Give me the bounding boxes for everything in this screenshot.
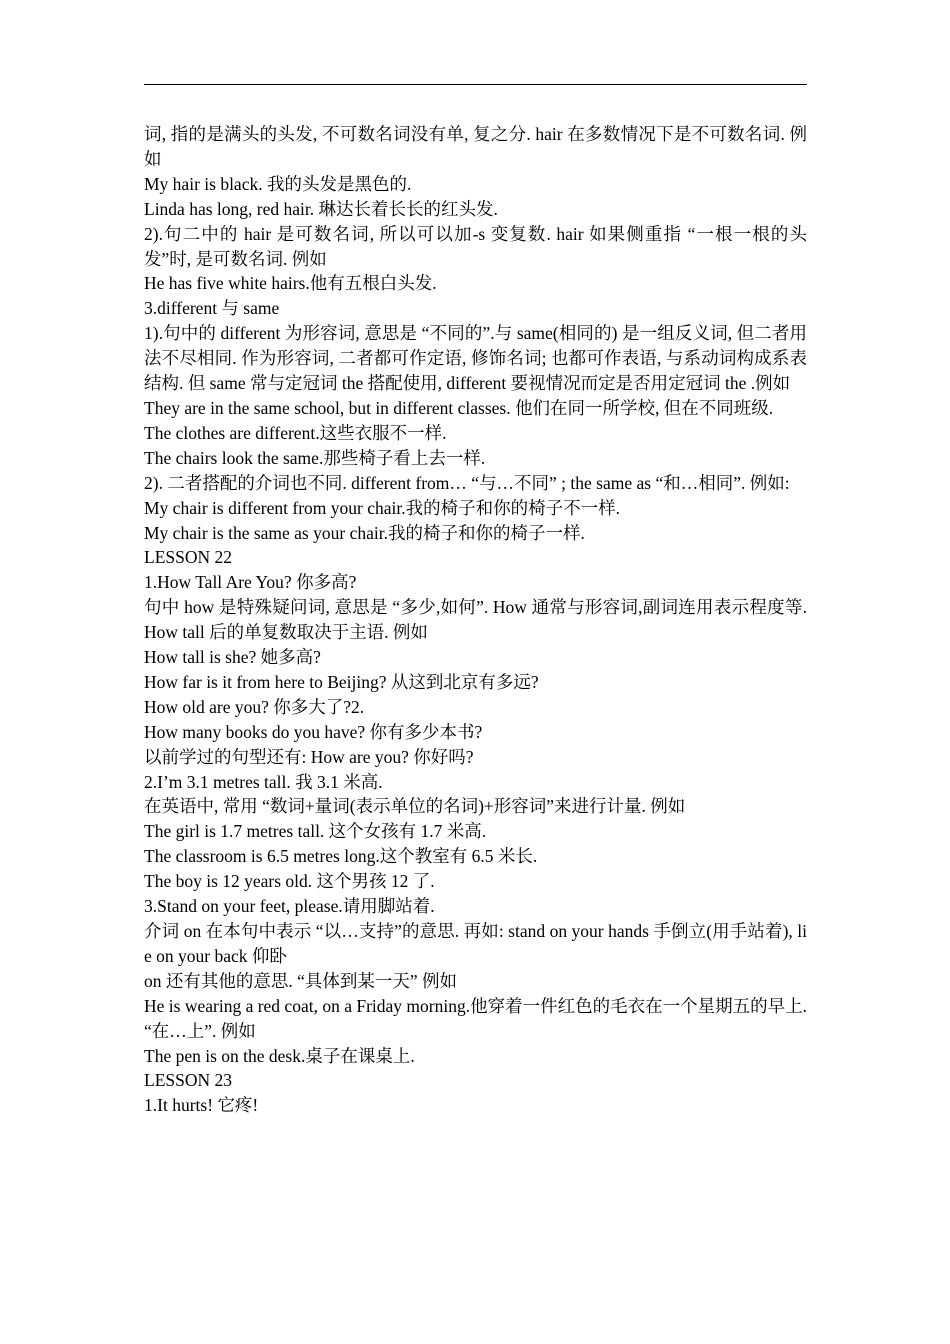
paragraph: 词, 指的是满头的头发, 不可数名词没有单, 复之分. hair 在多数情况下是不可数名词. 例如 — [144, 124, 807, 169]
paragraph: How old are you? 你多大了?2. — [144, 696, 365, 717]
paragraph: 2). 二者搭配的介词也不同. different from… “与…不同” ; the same as “和…相同”. 例如: — [144, 472, 790, 493]
paragraph: My hair is black. 我的头发是黑色的. — [144, 173, 412, 194]
lesson-heading: LESSON 22 — [144, 547, 232, 568]
paragraph: “在…上”. 例如 — [144, 1020, 256, 1041]
document-body — [144, 122, 807, 1118]
paragraph: How tall is she? 她多高? — [144, 647, 321, 668]
section-heading: 1.It hurts! 它疼! — [144, 1095, 259, 1116]
paragraph: How many books do you have? 你有多少本书? — [144, 721, 483, 742]
paragraph: The pen is on the desk.桌子在课桌上. — [144, 1045, 415, 1066]
paragraph: The clothes are different.这些衣服不一样. — [144, 422, 447, 443]
paragraph: How far is it from here to Beijing? 从这到北京有多远? — [144, 671, 539, 692]
section-heading: 2.I’m 3.1 metres tall. 我 3.1 米高. — [144, 771, 383, 792]
paragraph: They are in the same school, but in different classes. 他们在同一所学校, 但在不同班级. — [144, 397, 774, 418]
paragraph: 1).句中的 different 为形容词, 意思是 “不同的”.与 same(相同的) 是一组反义词, 但二者用法不尽相同. 作为形容词, 二者都可作定语, 修饰名词; 也都可作表语, 与系动词构成系表结构. 但 same 常与定冠词 the 搭配使用, different 要视情况而定是否用定冠词 the .例如 — [144, 323, 807, 394]
paragraph: 2).句二中的 hair 是可数名词, 所以可以加-s 变复数. hair 如果侧重指 “一根一根的头发”时, 是可数名词. 例如 — [144, 223, 807, 269]
paragraph: The chairs look the same.那些椅子看上去一样. — [144, 447, 486, 468]
paragraph: 以前学过的句型还有: How are you? 你好吗? — [144, 746, 474, 767]
paragraph: 介词 on 在本句中表示 “以…支持”的意思. 再如: stand on your hands 手倒立(用手站着), lie on your back 仰卧 — [144, 921, 807, 966]
paragraph: 句中 how 是特殊疑问词, 意思是 “多少,如何”. How 通常与形容词,副词连用表示程度等.How tall 后的单复数取决于主语. 例如 — [144, 597, 807, 643]
header-rule — [144, 84, 807, 85]
paragraph: My chair is the same as your chair.我的椅子和你的椅子一样. — [144, 522, 585, 543]
paragraph: on 还有其他的意思. “具体到某一天” 例如 — [144, 970, 458, 991]
paragraph: The girl is 1.7 metres tall. 这个女孩有 1.7 米高. — [144, 821, 487, 842]
paragraph: Linda has long, red hair. 琳达长着长长的红头发. — [144, 198, 498, 219]
paragraph: He is wearing a red coat, on a Friday morning.他穿着一件红色的毛衣在一个星期五的早上. — [144, 995, 807, 1016]
paragraph: 在英语中, 常用 “数词+量词(表示单位的名词)+形容词”来进行计量. 例如 — [144, 796, 686, 817]
paragraph: My chair is different from your chair.我的椅子和你的椅子不一样. — [144, 497, 620, 518]
section-heading: 3.different 与 same — [144, 298, 280, 319]
section-heading: 1.How Tall Are You? 你多高? — [144, 572, 357, 593]
section-heading: 3.Stand on your feet, please.请用脚站着. — [144, 896, 435, 917]
paragraph: The classroom is 6.5 metres long.这个教室有 6.5 米长. — [144, 846, 538, 867]
paragraph: He has five white hairs.他有五根白头发. — [144, 273, 437, 294]
paragraph: The boy is 12 years old. 这个男孩 12 了. — [144, 871, 435, 892]
lesson-heading: LESSON 23 — [144, 1070, 232, 1091]
